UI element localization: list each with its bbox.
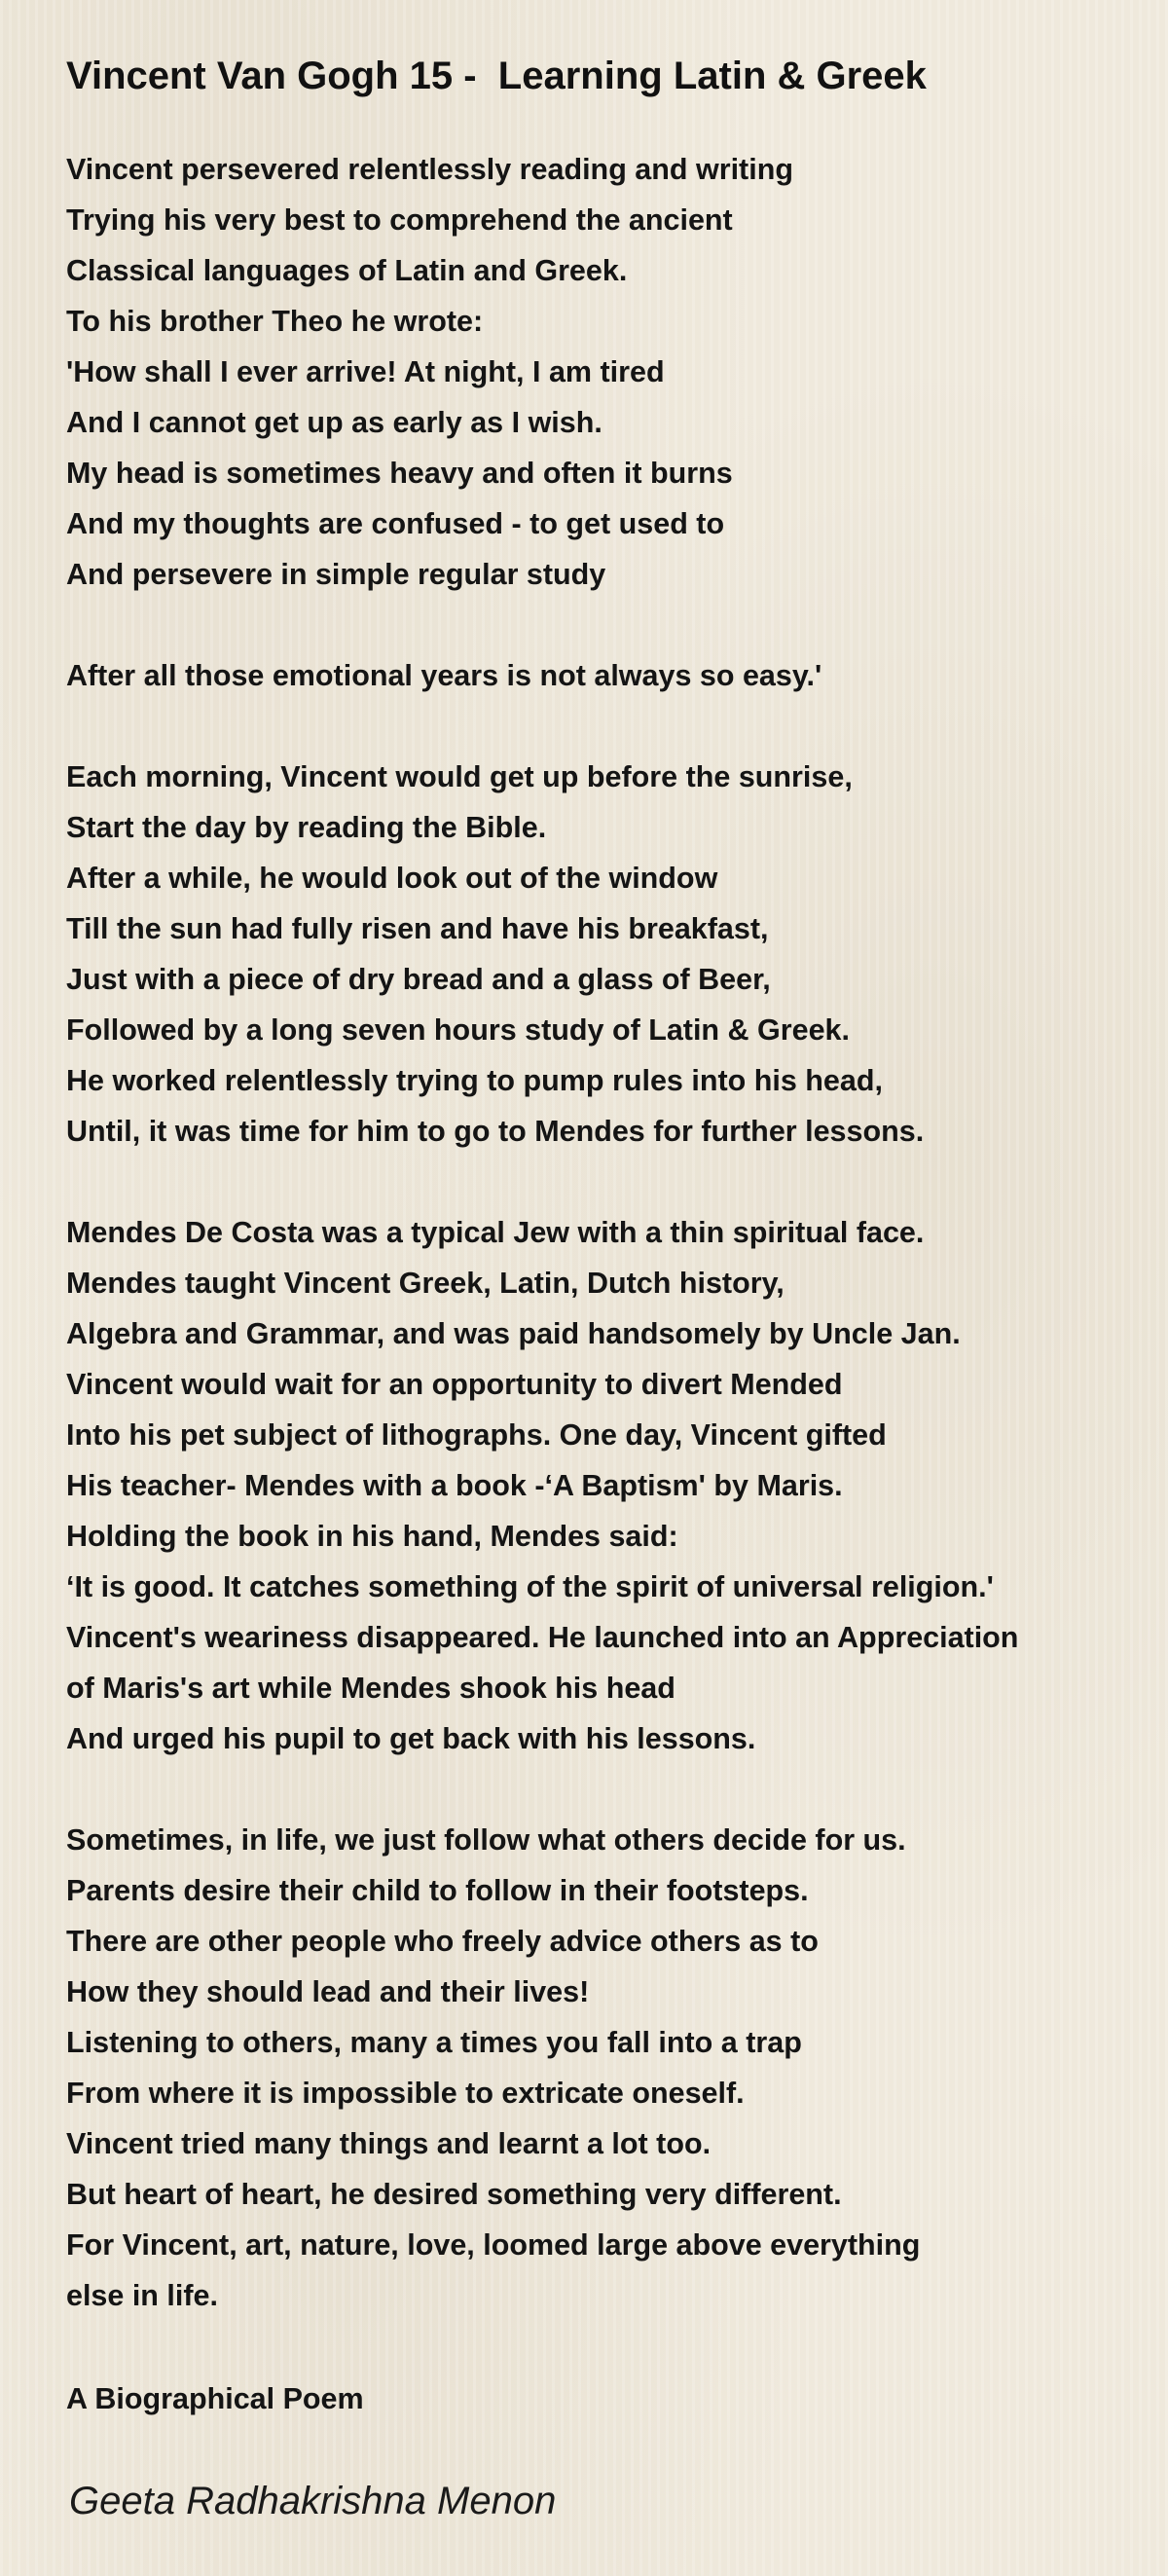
poem-line: After a while, he would look out of the window — [66, 862, 718, 895]
poem-line: Until, it was time for him to go to Mendes for further lessons. — [66, 1115, 925, 1148]
poem-line: From where it is impossible to extricate oneself. — [66, 2077, 745, 2110]
poem-line: And my thoughts are confused - to get used to — [66, 507, 725, 540]
poem-line: Listening to others, many a times you fall into a trap — [66, 2026, 802, 2059]
poem-line: else in life. — [66, 2279, 218, 2312]
poem-line: Classical languages of Latin and Greek. — [66, 254, 628, 287]
poem-line: To his brother Theo he wrote: — [66, 305, 484, 338]
poem-line: How they should lead and their lives! — [66, 1975, 590, 2008]
poem-body — [66, 144, 1137, 2321]
poem-line: Parents desire their child to follow in their footsteps. — [66, 1874, 809, 1907]
stanza-break — [66, 1157, 1137, 1207]
poem-line: of Maris's art while Mendes shook his head — [66, 1672, 675, 1705]
poem-line: 'How shall I ever arrive! At night, I am tired — [66, 355, 665, 388]
poem-line: His teacher- Mendes with a book -‘A Baptism' by Maris. — [66, 1469, 843, 1502]
stanza-break — [66, 600, 1137, 650]
poem-line: But heart of heart, he desired something very different. — [66, 2178, 842, 2211]
poem-line: He worked relentlessly trying to pump rules into his head, — [66, 1064, 883, 1097]
poem-line: After all those emotional years is not always so easy.' — [66, 659, 822, 692]
poem-line: And urged his pupil to get back with his lessons. — [66, 1722, 756, 1755]
stanza-break — [66, 701, 1137, 752]
poem-title: Vincent Van Gogh 15 - Learning Latin & Greek — [66, 55, 927, 97]
poem-line: And persevere in simple regular study — [66, 558, 606, 591]
poem-subtitle-note: A Biographical Poem — [66, 2382, 364, 2415]
poem-line: Into his pet subject of lithographs. One day, Vincent gifted — [66, 1418, 887, 1452]
poem-line: Vincent tried many things and learnt a lot too. — [66, 2127, 712, 2160]
poem-line: Start the day by reading the Bible. — [66, 811, 547, 844]
poem-line: Mendes De Costa was a typical Jew with a thin spiritual face. — [66, 1216, 925, 1249]
poem-line: My head is sometimes heavy and often it burns — [66, 457, 733, 490]
poem-line: Vincent's weariness disappeared. He launched into an Appreciation — [66, 1621, 1019, 1654]
poem-stanza — [66, 1815, 1137, 2321]
poem-line: Till the sun had fully risen and have his breakfast, — [66, 912, 769, 945]
poem-line: Mendes taught Vincent Greek, Latin, Dutch history, — [66, 1267, 785, 1300]
poem-line: Holding the book in his hand, Mendes said: — [66, 1520, 678, 1553]
poem-line: ‘It is good. It catches something of the spirit of universal religion.' — [66, 1570, 994, 1603]
poem-line: Each morning, Vincent would get up before the sunrise, — [66, 760, 853, 793]
poem-stanza — [66, 1207, 1137, 1764]
poem-line: Followed by a long seven hours study of Latin & Greek. — [66, 1013, 850, 1047]
poem-line: Just with a piece of dry bread and a glass of Beer, — [66, 963, 771, 996]
poem-line: And I cannot get up as early as I wish. — [66, 406, 602, 439]
stanza-break — [66, 1764, 1137, 1815]
poem-line: Algebra and Grammar, and was paid handsomely by Uncle Jan. — [66, 1317, 961, 1350]
poem-stanza — [66, 144, 1137, 600]
poem-line: For Vincent, art, nature, love, loomed large above everything — [66, 2228, 921, 2262]
poem-line: Trying his very best to comprehend the ancient — [66, 203, 733, 237]
poem-stanza — [66, 752, 1137, 1157]
poem-line: There are other people who freely advice others as to — [66, 1925, 819, 1958]
poem-line: Vincent would wait for an opportunity to divert Mended — [66, 1368, 843, 1401]
poem-line: Sometimes, in life, we just follow what others decide for us. — [66, 1823, 906, 1857]
poem-author: Geeta Radhakrishna Menon — [69, 2480, 557, 2522]
poem-line: Vincent persevered relentlessly reading and writing — [66, 153, 793, 186]
poem-stanza — [66, 650, 1137, 701]
